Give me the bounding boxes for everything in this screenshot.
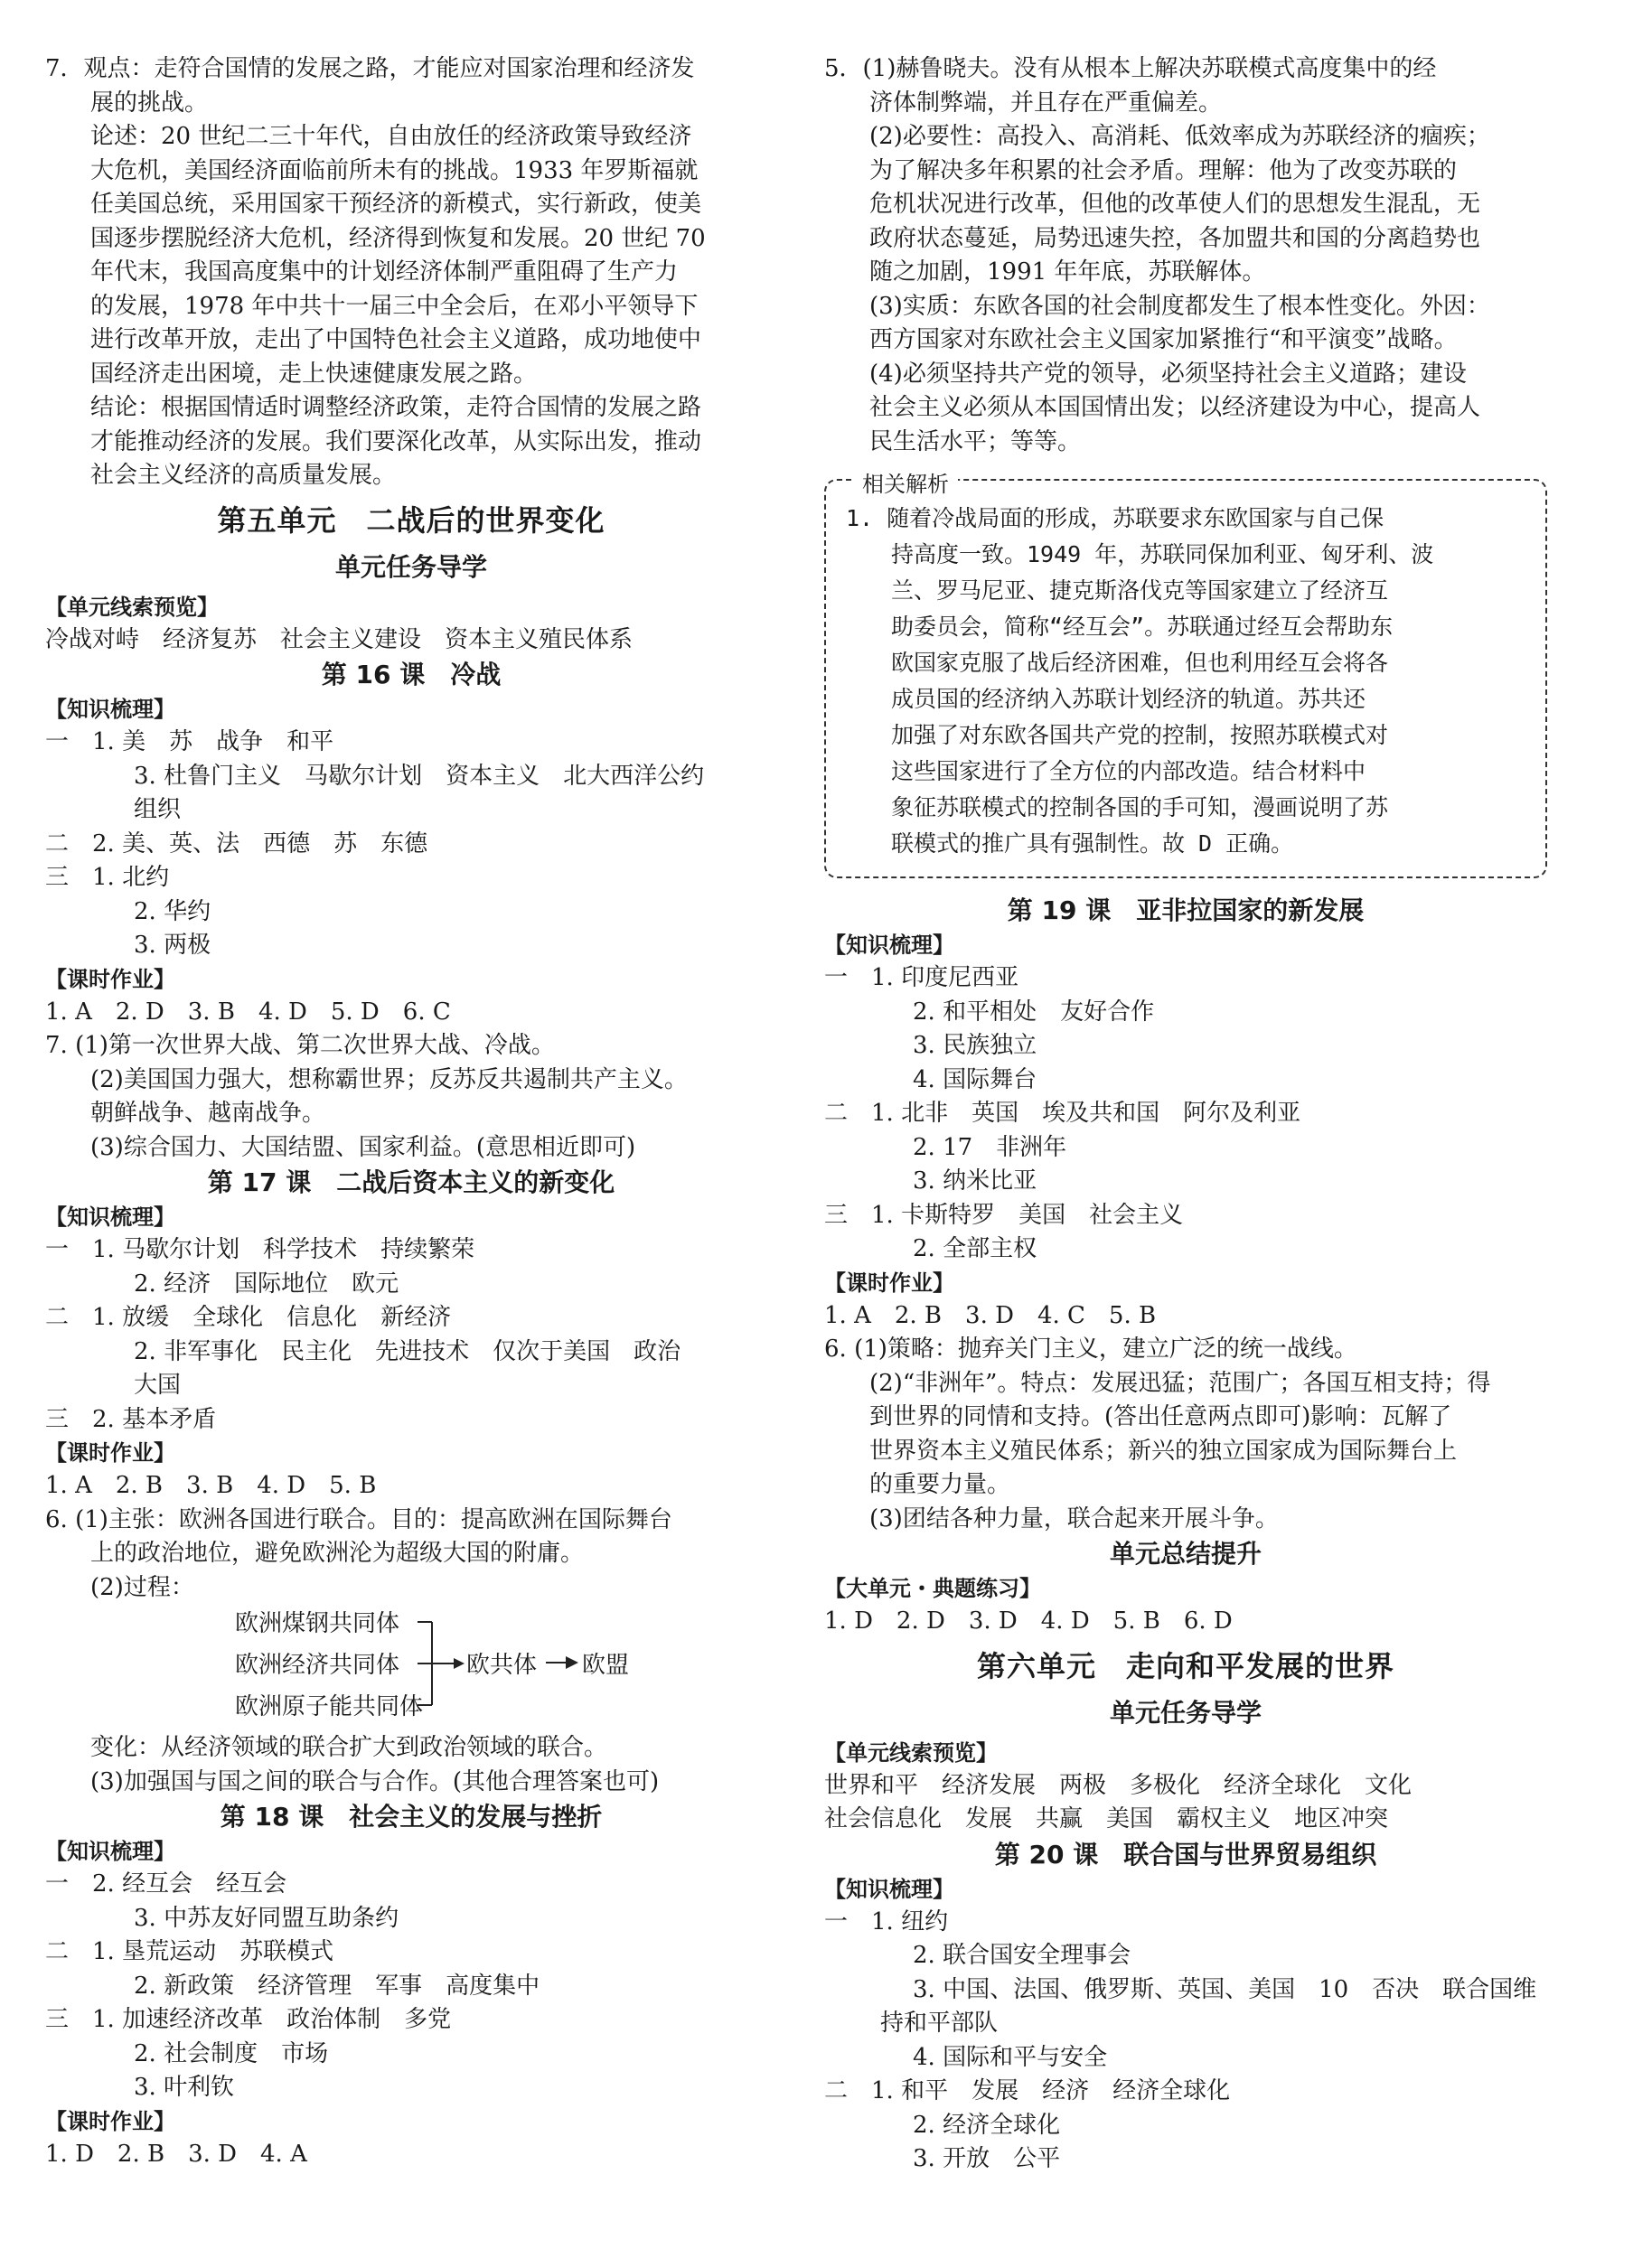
text-line: 2. 社会制度 市场 xyxy=(134,2039,329,2067)
text-line: 一 2. 经互会 经互会 xyxy=(45,1870,287,1898)
diagram-item-economic: 欧洲经济共同体 xyxy=(235,1652,400,1679)
text-line: 6. (1)主张：欧洲各国进行联合。目的：提高欧洲在国际舞台 xyxy=(45,1505,672,1533)
text-line: 加强了对东欧各国共产党的控制，按照苏联模式对 xyxy=(891,722,1389,748)
unit5-title: 第五单元 二战后的世界变化 xyxy=(217,502,605,538)
right-column xyxy=(824,52,1547,2177)
lesson16-title: 第 16 课 冷战 xyxy=(321,660,502,689)
text-line: 3. 开放 公平 xyxy=(913,2145,1061,2172)
text-line: 上的政治地位，避免欧洲沦为超级大国的附庸。 xyxy=(90,1540,585,1567)
text-line: 联模式的推广具有强制性。故 D 正确。 xyxy=(891,830,1294,857)
text-line: 西方国家对东欧社会主义国家加紧推行“和平演变”战略。 xyxy=(869,326,1458,353)
text-line: 国经济走出困境，走上快速健康发展之路。 xyxy=(90,360,538,388)
text-line: 二 1. 垦荒运动 苏联模式 xyxy=(45,1938,334,1965)
text-line: 1. 随着冷战局面的形成，苏联要求东欧国家与自己保 xyxy=(846,505,1384,531)
text-line: (2)过程： xyxy=(90,1573,194,1601)
text-line: 朝鲜战争、越南战争。 xyxy=(90,1100,326,1127)
text-line: 2. 和平相处 友好合作 xyxy=(913,998,1155,1026)
q7-answer xyxy=(45,52,777,493)
text-line: 变化：从经济领域的联合扩大到政治领域的联合。 xyxy=(90,1734,608,1761)
text-line: 3. 杜鲁门主义 马歇尔计划 资本主义 北大西洋公约 xyxy=(134,762,705,790)
text-line: 2. 华约 xyxy=(134,897,211,925)
text-line: 5．(1)赫鲁晓夫。没有从根本上解决苏联模式高度集中的经 xyxy=(824,55,1437,82)
text-line: 1. A 2. B 3. D 4. C 5. B xyxy=(824,1301,1157,1329)
unit6-guide-title: 单元任务导学 xyxy=(1109,1697,1262,1728)
unit5-guide-title: 单元任务导学 xyxy=(334,551,487,582)
homework-label: 【课时作业】 xyxy=(45,1440,175,1466)
lesson17-title: 第 17 课 二战后资本主义的新变化 xyxy=(207,1167,615,1197)
text-line: 2. 17 非洲年 xyxy=(913,1133,1067,1161)
text-line: 持和平部队 xyxy=(880,2010,999,2037)
summary-title: 单元总结提升 xyxy=(1109,1539,1262,1569)
eu-process-diagram xyxy=(45,1605,777,1731)
text-line: 论述：20 世纪二三十年代，自由放任的经济政策导致经济 xyxy=(90,123,692,150)
text-line: 世界资本主义殖民体系；新兴的独立国家成为国际舞台上 xyxy=(869,1437,1458,1465)
text-line: 的重要力量。 xyxy=(869,1471,1011,1498)
text-line: 任美国总统，采用国家干预经济的新模式，实行新政，使美 xyxy=(90,191,702,218)
text-line: 4. 国际和平与安全 xyxy=(913,2043,1108,2071)
text-line: (2)“非洲年”。特点：发展迅猛；范围广；各国互相支持；得 xyxy=(869,1369,1491,1397)
text-line: 一 1. 美 苏 战争 和平 xyxy=(45,728,334,755)
q5-answer xyxy=(824,52,1547,459)
text-line: 1. D 2. B 3. D 4. A xyxy=(45,2140,307,2168)
knowledge-label: 【知识梳理】 xyxy=(824,1876,954,1902)
text-line: 2. 经济全球化 xyxy=(913,2111,1061,2139)
text-line: 二 1. 北非 英国 埃及共和国 阿尔及利亚 xyxy=(824,1100,1301,1127)
text-line: 持高度一致。1949 年，苏联同保加利亚、匈牙利、波 xyxy=(891,541,1434,567)
homework-label: 【课时作业】 xyxy=(45,966,175,992)
clue-text: 社会信息化 发展 共赢 美国 霸权主义 地区冲突 xyxy=(824,1805,1389,1832)
text-line: (3)实质：东欧各国的社会制度都发生了根本性变化。外因： xyxy=(869,292,1490,320)
unit6-title: 第六单元 走向和平发展的世界 xyxy=(976,1648,1394,1683)
knowledge-label: 【知识梳理】 xyxy=(824,933,954,958)
text-line: 3. 中苏友好同盟互助条约 xyxy=(134,1904,399,1932)
clue-label: 【单元线索预览】 xyxy=(45,594,219,620)
text-line: 进行改革开放，走出了中国特色社会主义道路，成功地使中 xyxy=(90,326,702,353)
text-line: 二 2. 美、英、法 西德 苏 东德 xyxy=(45,829,428,858)
diagram-eu: 欧盟 xyxy=(582,1652,630,1679)
text-line: (3)加强国与国之间的联合与合作。(其他合理答案也可) xyxy=(90,1767,660,1795)
text-line: 社会主义经济的高质量发展。 xyxy=(90,462,397,489)
text-line: 展的挑战。 xyxy=(90,89,209,117)
text-line: 组织 xyxy=(134,796,182,823)
text-line: 的发展，1978 年中共十一届三中全会后，在邓小平领导下 xyxy=(90,292,699,320)
text-line: 三 1. 北约 xyxy=(45,864,170,891)
homework-label: 【课时作业】 xyxy=(45,2108,175,2134)
text-line: 大国 xyxy=(134,1372,182,1399)
text-line: 助委员会，简称“经互会”。苏联通过经互会帮助东 xyxy=(891,614,1394,640)
text-line: 二 1. 和平 发展 经济 经济全球化 xyxy=(824,2077,1231,2104)
text-line: 社会主义必须从本国国情出发；以经济建设为中心，提高人 xyxy=(869,394,1481,421)
text-line: 2. 新政策 经济管理 军事 高度集中 xyxy=(134,1972,540,2000)
text-line: 1. A 2. D 3. B 4. D 5. D 6. C xyxy=(45,998,451,1026)
text-line: 危机状况进行改革，但他的改革使人们的思想发生混乱，无 xyxy=(869,191,1481,218)
text-line: 一 1. 纽约 xyxy=(824,1907,949,1935)
text-line: 兰、罗马尼亚、捷克斯洛伐克等国家建立了经济互 xyxy=(891,577,1389,604)
text-line: 才能推动经济的发展。我们要深化改革，从实际出发，推动 xyxy=(90,427,702,455)
analysis-label: 相关解析 xyxy=(853,466,958,498)
text-line: 欧国家克服了战后经济困难，但也利用经互会将各 xyxy=(891,650,1389,676)
diagram-item-coal-steel: 欧洲煤钢共同体 xyxy=(235,1610,400,1637)
text-line: 这些国家进行了全方位的内部改造。结合材料中 xyxy=(891,758,1366,784)
text-line: (3)团结各种力量，联合起来开展斗争。 xyxy=(869,1504,1279,1532)
knowledge-label: 【知识梳理】 xyxy=(45,697,175,722)
knowledge-label: 【知识梳理】 xyxy=(45,1204,175,1230)
text-line: 政府状态蔓延，局势迅速失控，各加盟共和国的分离趋势也 xyxy=(869,224,1481,252)
text-line: 3. 两极 xyxy=(134,932,211,959)
text-line: 成员国的经济纳入苏联计划经济的轨道。苏共还 xyxy=(891,686,1366,712)
text-line: 一 1. 印度尼西亚 xyxy=(824,964,1019,991)
practice-label: 【大单元・典题练习】 xyxy=(824,1576,1041,1601)
text-line: 7. (1)第一次世界大战、第二次世界大战、冷战。 xyxy=(45,1032,555,1059)
text-line: 到世界的同情和支持。(答出任意两点即可)影响：瓦解了 xyxy=(869,1403,1452,1430)
text-line: 3. 中国、法国、俄罗斯、英国、美国 10 否决 联合国维 xyxy=(913,1975,1537,2003)
text-line: 民生活水平；等等。 xyxy=(869,427,1082,455)
text-line: 2. 全部主权 xyxy=(913,1235,1037,1262)
lesson20-title: 第 20 课 联合国与世界贸易组织 xyxy=(994,1839,1377,1870)
text-line: 1. D 2. D 3. D 4. D 5. B 6. D xyxy=(824,1607,1233,1635)
text-line: 济体制弊端，并且存在严重偏差。 xyxy=(869,89,1223,117)
text-line: 3. 纳米比亚 xyxy=(913,1167,1037,1195)
text-line: 2. 联合国安全理事会 xyxy=(913,1942,1131,1969)
text-line: (3)综合国力、大国结盟、国家利益。(意思相近即可) xyxy=(90,1133,636,1161)
text-line: 4. 国际舞台 xyxy=(913,1065,1037,1093)
text-line: 大危机，美国经济面临前所未有的挑战。1933 年罗斯福就 xyxy=(90,156,699,184)
text-line: (2)美国国力强大，想称霸世界；反苏反共遏制共产主义。 xyxy=(90,1065,688,1093)
clue-text: 冷战对峙 经济复苏 社会主义建设 资本主义殖民体系 xyxy=(45,625,634,653)
lesson18-title: 第 18 课 社会主义的发展与挫折 xyxy=(220,1802,603,1832)
text-line: 2. 经济 国际地位 欧元 xyxy=(134,1270,399,1298)
text-line: 结论：根据国情适时调整经济政策，走符合国情的发展之路 xyxy=(90,394,702,421)
lesson19-title: 第 19 课 亚非拉国家的新发展 xyxy=(1007,895,1365,925)
arrow-right-icon xyxy=(544,1654,580,1672)
text-line: 一 1. 马歇尔计划 科学技术 持续繁荣 xyxy=(45,1236,475,1263)
text-line: 年代末，我国高度集中的计划经济体制严重阻碍了生产力 xyxy=(90,258,679,286)
diagram-item-atomic: 欧洲原子能共同体 xyxy=(235,1693,424,1720)
text-line: 7．观点：走符合国情的发展之路，才能应对国家治理和经济发 xyxy=(45,55,695,82)
text-line: 2. 非军事化 民主化 先进技术 仅次于美国 政治 xyxy=(134,1337,681,1365)
diagram-ec: 欧共体 xyxy=(466,1652,538,1679)
text-line: 三 2. 基本矛盾 xyxy=(45,1405,217,1433)
text-line: 随之加剧，1991 年年底，苏联解体。 xyxy=(869,258,1266,286)
text-line: 二 1. 放缓 全球化 信息化 新经济 xyxy=(45,1304,452,1331)
text-line: 6. (1)策略：抛弃关门主义，建立广泛的统一战线。 xyxy=(824,1335,1357,1363)
clue-text: 世界和平 经济发展 两极 多极化 经济全球化 文化 xyxy=(824,1771,1413,1799)
text-line: (2)必要性：高投入、高消耗、低效率成为苏联经济的痼疾； xyxy=(869,123,1490,150)
text-line: 3. 叶利钦 xyxy=(134,2074,235,2101)
knowledge-label: 【知识梳理】 xyxy=(45,1839,175,1864)
text-line: 三 1. 加速经济改革 政治体制 多党 xyxy=(45,2006,452,2033)
homework-label: 【课时作业】 xyxy=(824,1270,954,1296)
text-line: 为了解决多年积累的社会矛盾。理解：他为了改变苏联的 xyxy=(869,156,1458,184)
analysis-box xyxy=(824,472,1547,878)
text-line: 国逐步摆脱经济大危机，经济得到恢复和发展。20 世纪 70 xyxy=(90,224,706,252)
text-line: 1. A 2. B 3. B 4. D 5. B xyxy=(45,1472,377,1499)
text-line: 3. 民族独立 xyxy=(913,1032,1037,1059)
text-line: (4)必须坚持共产党的领导，必须坚持社会主义道路；建设 xyxy=(869,360,1467,388)
left-column xyxy=(45,52,777,2171)
text-line: 象征苏联模式的控制各国的手可知，漫画说明了苏 xyxy=(891,794,1389,820)
clue-label: 【单元线索预览】 xyxy=(824,1739,998,1766)
text-line: 三 1. 卡斯特罗 美国 社会主义 xyxy=(824,1201,1184,1229)
